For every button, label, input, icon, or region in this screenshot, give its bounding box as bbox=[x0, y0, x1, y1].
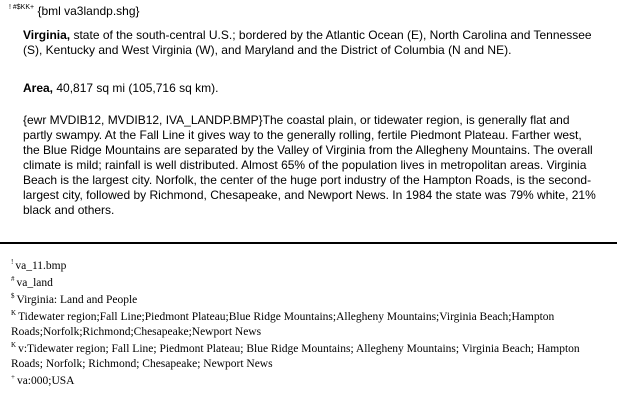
footnote-mark: K bbox=[11, 341, 17, 349]
footnote-entry bbox=[11, 374, 611, 389]
footnote-text: Tidewater region;Fall Line;Piedmont Plateau;Blue Ridge Mountains;Allegheny Mountains;Virginia Beach;Hampton Roads;Norfolk;Richmond;Chesapeake;Newport News bbox=[11, 311, 555, 338]
footnote-mark: K bbox=[11, 309, 17, 317]
footnote-text: v:Tidewater region; Fall Line; Piedmont Plateau; Blue Ridge Mountains; Allegheny Mountains; Virginia Beach; Hampton Roads; Norfolk; Richmond; Chesapeake; Newport News bbox=[11, 343, 580, 370]
footnote-text: va:000;USA bbox=[16, 375, 75, 387]
footnote-marks: ! #$KK+ bbox=[9, 4, 35, 11]
bitmap-macro: {bml va3landp.shg} bbox=[37, 4, 140, 18]
area-paragraph bbox=[23, 81, 598, 96]
topic-name: Virginia, bbox=[23, 28, 71, 42]
intro-paragraph bbox=[23, 28, 598, 58]
footnote-entry bbox=[11, 259, 611, 274]
intro-text: state of the south-central U.S.; bordered by the Atlantic Ocean (E), North Carolina and Tennessee (S), Kentucky and West Virginia (W), and Maryland and the District of Columbia (N and NE). bbox=[23, 28, 592, 57]
footnote-pane bbox=[11, 259, 611, 389]
footnote-entry bbox=[11, 342, 611, 372]
footnote-text: va_land bbox=[16, 277, 53, 289]
footnote-text: va_11.bmp bbox=[15, 260, 67, 272]
footnote-divider bbox=[0, 242, 617, 244]
footnote-entry bbox=[11, 293, 611, 308]
topic-header bbox=[9, 4, 140, 18]
footnote-mark: $ bbox=[11, 292, 15, 300]
area-value: 40,817 sq mi (105,716 sq km). bbox=[53, 81, 219, 95]
footnote-mark: ! bbox=[11, 258, 14, 266]
footnote-mark: + bbox=[11, 373, 15, 381]
footnote-entry bbox=[11, 310, 611, 340]
footnote-entry bbox=[11, 276, 611, 291]
footnote-mark: # bbox=[11, 275, 15, 283]
area-label: Area, bbox=[23, 81, 54, 95]
footnote-text: Virginia: Land and People bbox=[16, 294, 138, 306]
land-text: {ewr MVDIB12, MVDIB12, IVA_LANDP.BMP}The coastal plain, or tidewater region, is generally flat and partly swampy. At the Fall Line it gives way to the generally rolling, fertile Piedmont Plateau. Farther west, the Blue Ridge Mountains are separated by the Valley of Virginia from the Allegheny Mountains. The overall climate is mild; rainfall is well distributed. Almost 65% of the population lives in metropolitan areas. Virginia Beach is the largest city. Norfolk, the center of the huge port industry of the Hampton Roads, is the second-largest city, followed by Richmond, Chesapeake, and Newport News. In 1984 the state was 79% white, 21% black and others. bbox=[23, 113, 596, 217]
land-paragraph bbox=[23, 113, 598, 218]
